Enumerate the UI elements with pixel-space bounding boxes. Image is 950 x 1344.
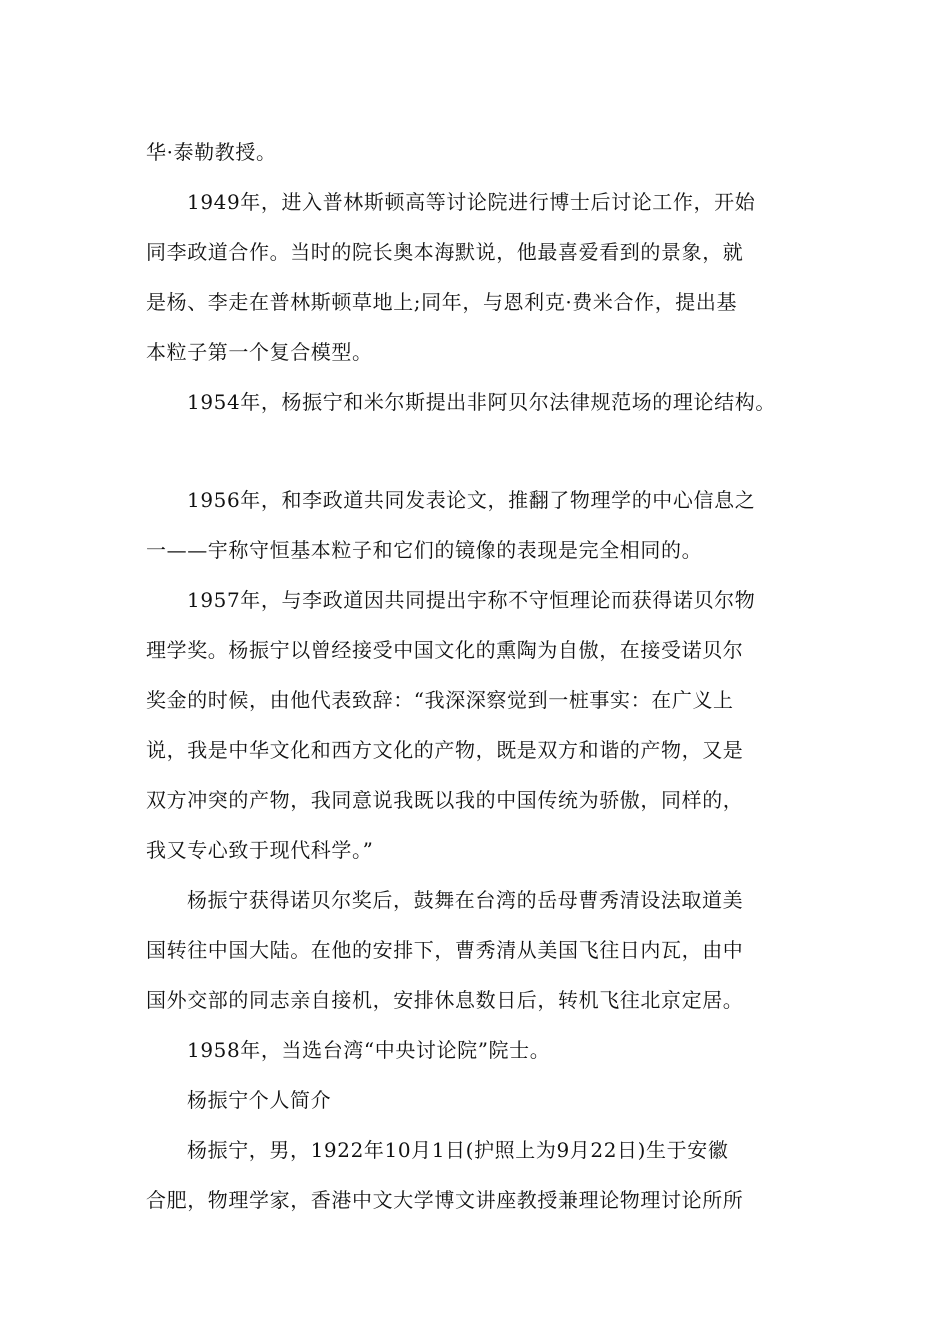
paragraph-start-line: 1954年，杨振宁和米尔斯提出非阿贝尔法律规范场的理论结构。 <box>187 390 776 414</box>
paragraph-start-line: 1958年，当选台湾“中央讨论院”院士。 <box>187 1038 551 1062</box>
text-line: 说，我是中华文化和西方文化的产物，既是双方和谐的产物，又是 <box>146 738 744 762</box>
text-line: 国外交部的同志亲自接机，安排休息数日后，转机飞往北京定居。 <box>146 988 744 1012</box>
paragraph-start-line: 1956年，和李政道共同发表论文，推翻了物理学的中心信息之 <box>187 488 756 512</box>
paragraph-start-line: 杨振宁获得诺贝尔奖后，鼓舞在台湾的岳母曹秀清设法取道美 <box>187 888 744 912</box>
text-line: 双方冲突的产物，我同意说我既以我的中国传统为骄傲，同样的， <box>146 788 744 812</box>
text-line: 华·泰勒教授。 <box>146 140 277 164</box>
text-line: 同李政道合作。当时的院长奥本海默说，他最喜爱看到的景象，就 <box>146 240 744 264</box>
paragraph-start-line: 杨振宁，男，1922年10月1日(护照上为9月22日)生于安徽 <box>187 1138 729 1162</box>
text-line: 理学奖。杨振宁以曾经接受中国文化的熏陶为自傲，在接受诺贝尔 <box>146 638 744 662</box>
text-line: 国转往中国大陆。在他的安排下，曹秀清从美国飞往日内瓦，由中 <box>146 938 744 962</box>
section-heading: 杨振宁个人简介 <box>187 1088 332 1112</box>
text-line: 一——宇称守恒基本粒子和它们的镜像的表现是完全相同的。 <box>146 538 703 562</box>
text-line: 我又专心致于现代科学。” <box>146 838 374 862</box>
paragraph-start-line: 1949年，进入普林斯顿高等讨论院进行博士后讨论工作，开始 <box>187 190 756 214</box>
text-line: 奖金的时候，由他代表致辞：“我深深察觉到一桩事实：在广义上 <box>146 688 734 712</box>
paragraph-start-line: 1957年，与李政道因共同提出宇称不守恒理论而获得诺贝尔物 <box>187 588 756 612</box>
text-line: 本粒子第一个复合模型。 <box>146 340 373 364</box>
text-line: 合肥，物理学家，香港中文大学博文讲座教授兼理论物理讨论所所 <box>146 1188 744 1212</box>
text-line: 是杨、李走在普林斯顿草地上;同年，与恩利克·费米合作，提出基 <box>146 290 738 314</box>
